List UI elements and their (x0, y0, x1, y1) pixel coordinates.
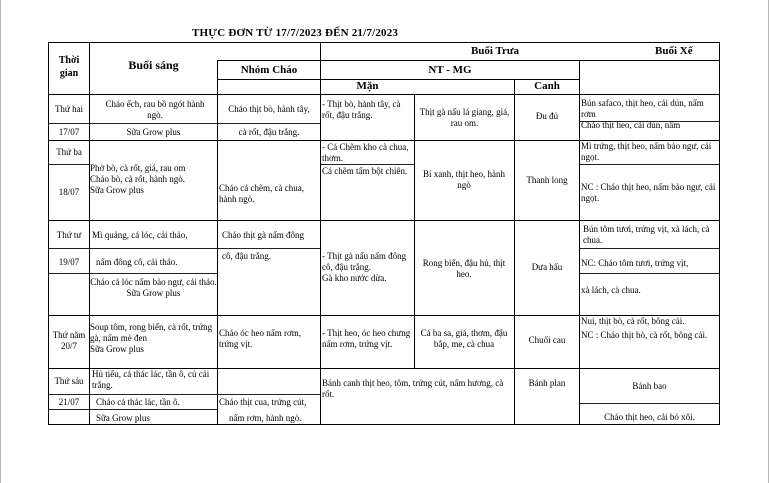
header-line-1 (217, 60, 719, 61)
wed-xe-1: Bún tôm tươi, trứng vịt, xà lách, cà chua. (583, 224, 710, 245)
header-buoi-trua: Buổi Trưa (470, 45, 520, 57)
tue-day: Thứ ba (56, 147, 82, 157)
fri-date: 21/07 (58, 397, 80, 407)
col-line-5 (514, 79, 515, 425)
tue-xe-2: NC : Cháo thịt heo, nấm bào ngư, cải ngọt. (581, 182, 716, 203)
tue-day-sub-line (48, 164, 89, 165)
col-line-1 (89, 42, 90, 425)
thu-chao: Cháo óc heo nấm rơm, trứng vịt. (219, 328, 301, 349)
header-line-3 (48, 94, 719, 95)
fri-chao-2: nấm rơm, hành ngò. (229, 413, 302, 423)
thu-canh: Chuối cau (528, 335, 566, 345)
mon-sang-2: Sữa Grow plus (126, 127, 181, 137)
thu-day: Thứ năm (52, 330, 86, 340)
tue-chao: Cháo cá chẽm, cà chua, hành ngò. (219, 183, 304, 204)
col-line-4 (414, 94, 415, 368)
tue-canh: Thanh long (526, 175, 568, 185)
thu-xe-1: Nui, thịt bò, cà rốt, bông cải. (581, 316, 685, 326)
mon-man-1: - Thịt bò, hành tây, cà rốt, đậu trắng. (322, 99, 401, 120)
header-buoi-sang: Buổi sáng (128, 58, 179, 72)
wed-man-1: - Thịt gà nấu nấm đông cô, đậu trắng. Gà kho nước dừa. (322, 251, 407, 283)
fri-sang-2: Cháo cá thác lác, tần ô. (96, 397, 180, 407)
mon-sang-1: Cháo ếch, rau bồ ngót hành ngò. (105, 99, 205, 120)
wed-sang-3: Cháo cá lóc nấm bào ngư, cải thảo. Sữa Grow plus (90, 277, 217, 298)
thu-man-2: Cá ba sa, giá, thơm, đậu bắp, me, cà chua (420, 328, 508, 349)
table-border-bottom (48, 424, 719, 425)
mon-canh: Đu đủ (535, 111, 559, 121)
mon-day: Thứ hai (54, 104, 84, 114)
wed-chao-2: cô, đậu trắng. (222, 251, 271, 261)
fri-man: Bánh canh thịt heo, tôm, trứng cút, nấm hương, cà rốt. (322, 378, 504, 399)
wed-man-2: Rong biển, đậu hủ, thịt heo. (422, 258, 506, 279)
mon-date: 17/07 (58, 127, 80, 137)
tue-xe-sub-line (579, 164, 719, 165)
tue-man-2: Bí xanh, thịt heo, hành ngò (423, 169, 505, 190)
wed-date: 19/07 (58, 257, 80, 267)
table-border-top (48, 42, 719, 43)
page-title: THỰC ĐƠN TỪ 17/7/2023 ĐẾN 21/7/2023 (192, 27, 399, 39)
tue-man-sub-line (320, 164, 414, 165)
sheet-left-edge (0, 0, 1, 483)
col-line-6 (579, 60, 580, 425)
fri-day: Thứ sáu (54, 376, 84, 386)
fri-xe-2: Cháo thịt heo, cải bó xôi. (604, 412, 695, 422)
header-nt-mg: NT - MG (428, 64, 472, 76)
fri-sub-line-2 (48, 409, 217, 410)
tue-date: 18/07 (58, 187, 80, 197)
mon-xe-2: Cháo thịt heo, cải dún, nấm (581, 121, 681, 129)
header-nhom-chao: Nhóm Cháo (240, 64, 298, 76)
row-sep-2 (48, 220, 719, 221)
tue-man-1a: - Cá Chẽm kho cà chua, thơm. (322, 142, 409, 163)
header-canh: Canh (534, 80, 560, 92)
col-line-3 (320, 42, 321, 425)
fri-chao-1: Cháo thịt cua, trứng cút, (219, 397, 307, 407)
header-line-2 (217, 79, 579, 80)
wed-sang-2: nấm đông cô, cải thảo. (96, 257, 178, 267)
col-line-7 (719, 42, 720, 425)
mon-xe-1: Bún safaco, thịt heo, cải dún, nấm rơm (581, 98, 704, 119)
thu-xe-2: NC : Cháo thịt bò, cà rốt, bông cải. (581, 330, 708, 340)
tue-sang: Phở bò, cà rốt, giá, rau om Cháo bò, cà rốt, hành ngò. Sữa Grow plus (90, 163, 186, 195)
header-man: Mặn (356, 80, 379, 92)
mon-chao-1: Cháo thịt bò, hành tây, (228, 104, 310, 114)
thu-date: 20/7 (60, 341, 77, 351)
fri-sang-3: Sữa Grow plus (96, 413, 150, 423)
wed-day: Thứ tư (56, 230, 82, 240)
fri-xe-1: Bánh bao (632, 381, 667, 391)
fri-sang-1: Hủ tiếu, cá thác lác, tần ô, củ cải trắng. (92, 369, 210, 390)
tue-man-1b: Cá chẽm tẩm bột chiên. (322, 166, 408, 176)
header-thoi-gian: Thời gian (58, 55, 80, 79)
mon-man-2: Thịt gà nấu lá giang, giá, rau om. (419, 107, 510, 128)
wed-sang-1: Mì quảng, cá lóc, cải thảo, (92, 230, 188, 240)
fri-xe-sub-line (579, 403, 719, 404)
thu-man-1: - Thịt heo, óc heo chưng nấm rơm, trứng vịt. (322, 328, 411, 349)
tue-xe-1: Mì trứng, thịt heo, nấm bào ngư, cải ngọt. (581, 141, 712, 162)
wed-xe-3: xà lách, cà chua. (581, 285, 641, 295)
wed-xe-sub-line-2 (579, 273, 719, 274)
wed-xe-2: NC: Cháo tôm tươi, trứng vịt, (581, 258, 689, 268)
mon-chao-2: cà rốt, đậu trắng. (238, 127, 300, 137)
thu-sang: Soup tôm, rong biển, cà rốt, trứng gà, nấm mè đen Sữa Grow plus (90, 322, 213, 354)
wed-chao-1: Cháo thịt gà nấm đông (222, 230, 304, 240)
wed-canh: Dưa hấu (531, 262, 563, 272)
fri-canh: Bánh plan (528, 378, 566, 388)
wed-xe-sub-line-1 (579, 248, 719, 249)
header-buoi-xe: Buổi Xế (655, 45, 693, 57)
wed-sub-line-2 (48, 273, 217, 274)
